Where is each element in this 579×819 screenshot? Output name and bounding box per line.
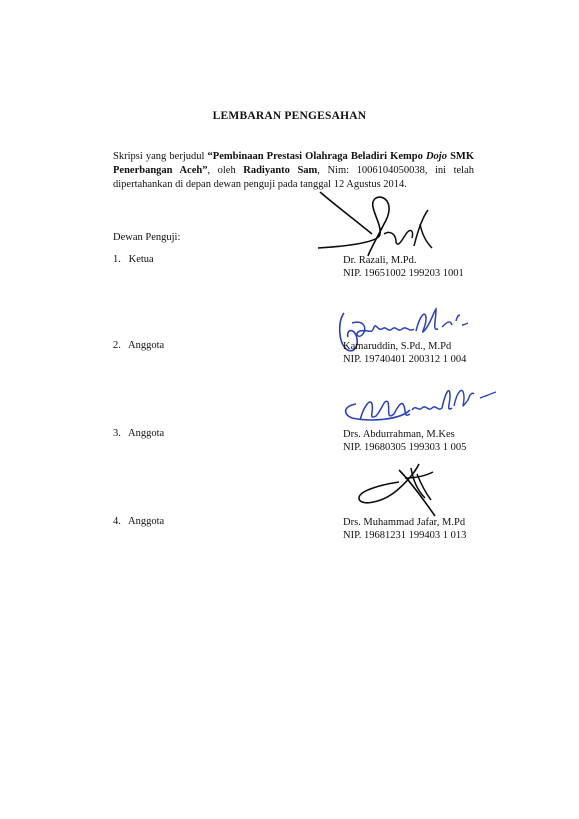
signatory-name: Dr. Razali, M.Pd. [343, 255, 417, 266]
signatory-nip: NIP. 19740401 200312 1 004 [343, 354, 467, 365]
signature-anggota-2 [340, 380, 500, 430]
signatory-name: Kamaruddin, S.Pd., M.Pd [343, 341, 452, 352]
member-role: Anggota [128, 340, 165, 351]
member-role: Anggota [128, 516, 165, 527]
board-label: Dewan Penguji: [113, 232, 181, 243]
member-role: Ketua [128, 254, 154, 265]
member-role-3 [113, 428, 164, 439]
member-role-2 [113, 340, 164, 351]
signatory-4 [343, 516, 466, 542]
student-name: Radiyanto Sam [243, 165, 318, 176]
page-title: LEMBARAN PENGESAHAN [212, 110, 367, 122]
member-role: Anggota [128, 428, 165, 439]
signatory-1 [343, 254, 464, 280]
member-number: 4. [113, 516, 121, 527]
member-role-1 [113, 254, 154, 265]
member-role-4 [113, 516, 164, 527]
signatory-name: Drs. Abdurrahman, M.Kes [343, 429, 455, 440]
signatory-nip: NIP. 19681231 199403 1 013 [343, 530, 467, 541]
approval-paragraph: Skripsi yang berjudul “Pembinaan Prestasi Olahraga Beladiri Kempo Dojo SMK Penerbangan Aceh”, oleh Radiyanto Sam, Nim: 1006104050038, ini telah dipertahankan di depan dewan penguji pada tanggal 12 Agustus 2014. [113, 151, 475, 190]
member-number: 2. [113, 340, 121, 351]
signatory-nip: NIP. 19680305 199303 1 005 [343, 442, 467, 453]
signature-ketua [310, 190, 440, 260]
paragraph-text: Skripsi yang berjudul [113, 151, 208, 162]
signatory-2 [343, 340, 466, 366]
thesis-title-italic: Dojo [425, 151, 447, 162]
signatory-3 [343, 428, 466, 454]
signatory-nip: NIP. 19651002 199203 1001 [343, 268, 464, 279]
member-number: 3. [113, 428, 121, 439]
thesis-title: “Pembinaan Prestasi Olahraga Beladiri Kempo Dojo SMK Penerbangan Aceh” [113, 151, 474, 176]
signature-anggota-3 [355, 460, 445, 520]
signatory-name: Drs. Muhammad Jafar, M.Pd [343, 517, 466, 528]
member-number: 1. [113, 254, 121, 265]
